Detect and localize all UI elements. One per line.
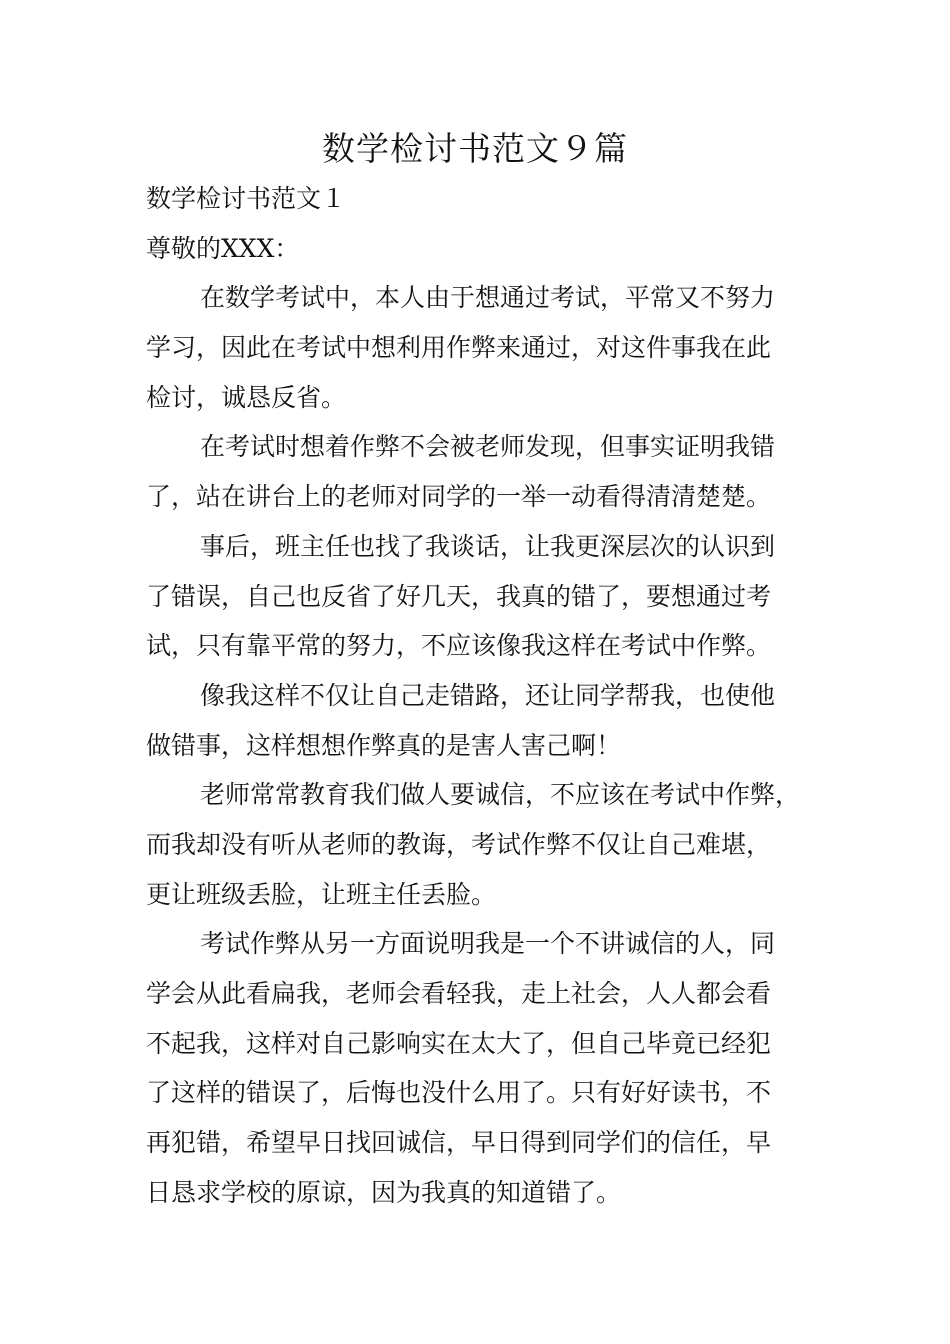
salutation: 尊敬的XXX：: [146, 233, 300, 263]
body-line: 在考试时想着作弊不会被老师发现，但事实证明我错: [200, 432, 776, 462]
body-line: 了这样的错误了，后悔也没什么用了。只有好好读书，不: [146, 1078, 772, 1108]
body-lines: [146, 273, 826, 1217]
body-line: 日恳求学校的原谅，因为我真的知道错了。: [146, 1177, 622, 1207]
body-line: 再犯错，希望早日找回诚信，早日得到同学们的信任，早: [146, 1128, 772, 1158]
body-line: 了，站在讲台上的老师对同学的一举一动看得清清楚楚。: [146, 482, 772, 512]
body-line: 老师常常教育我们做人要诚信，不应该在考试中作弊，: [200, 780, 801, 810]
body-line: 像我这样不仅让自己走错路，还让同学帮我，也使他: [200, 680, 776, 710]
section-heading: 数学检讨书范文１: [146, 184, 347, 213]
body-line: 做错事，这样想想作弊真的是害人害己啊！: [146, 730, 622, 760]
body-line: 试，只有靠平常的努力，不应该像我这样在考试中作弊。: [146, 631, 772, 661]
body-line: 而我却没有听从老师的教诲，考试作弊不仅让自己难堪，: [146, 829, 772, 859]
body-line: 在数学考试中，本人由于想通过考试，平常又不努力: [200, 283, 776, 313]
body-line: 不起我，这样对自己影响实在太大了，但自己毕竟已经犯: [146, 1028, 772, 1058]
document-title: 数学检讨书范文９篇: [322, 129, 628, 168]
body-line: 考试作弊从另一方面说明我是一个不讲诚信的人，同: [200, 929, 776, 959]
body-line: 学习，因此在考试中想利用作弊来通过，对这件事我在此: [146, 333, 772, 363]
body-line: 了错误，自己也反省了好几天，我真的错了，要想通过考: [146, 581, 772, 611]
body-line: 更让班级丢脸，让班主任丢脸。: [146, 879, 497, 909]
body-line: 学会从此看扁我，老师会看轻我，走上社会，人人都会看: [146, 979, 772, 1008]
document-body: [146, 174, 826, 1217]
body-line: 检讨，诚恳反省。: [146, 382, 347, 412]
body-line: 事后，班主任也找了我谈话，让我更深层次的认识到: [200, 531, 776, 561]
